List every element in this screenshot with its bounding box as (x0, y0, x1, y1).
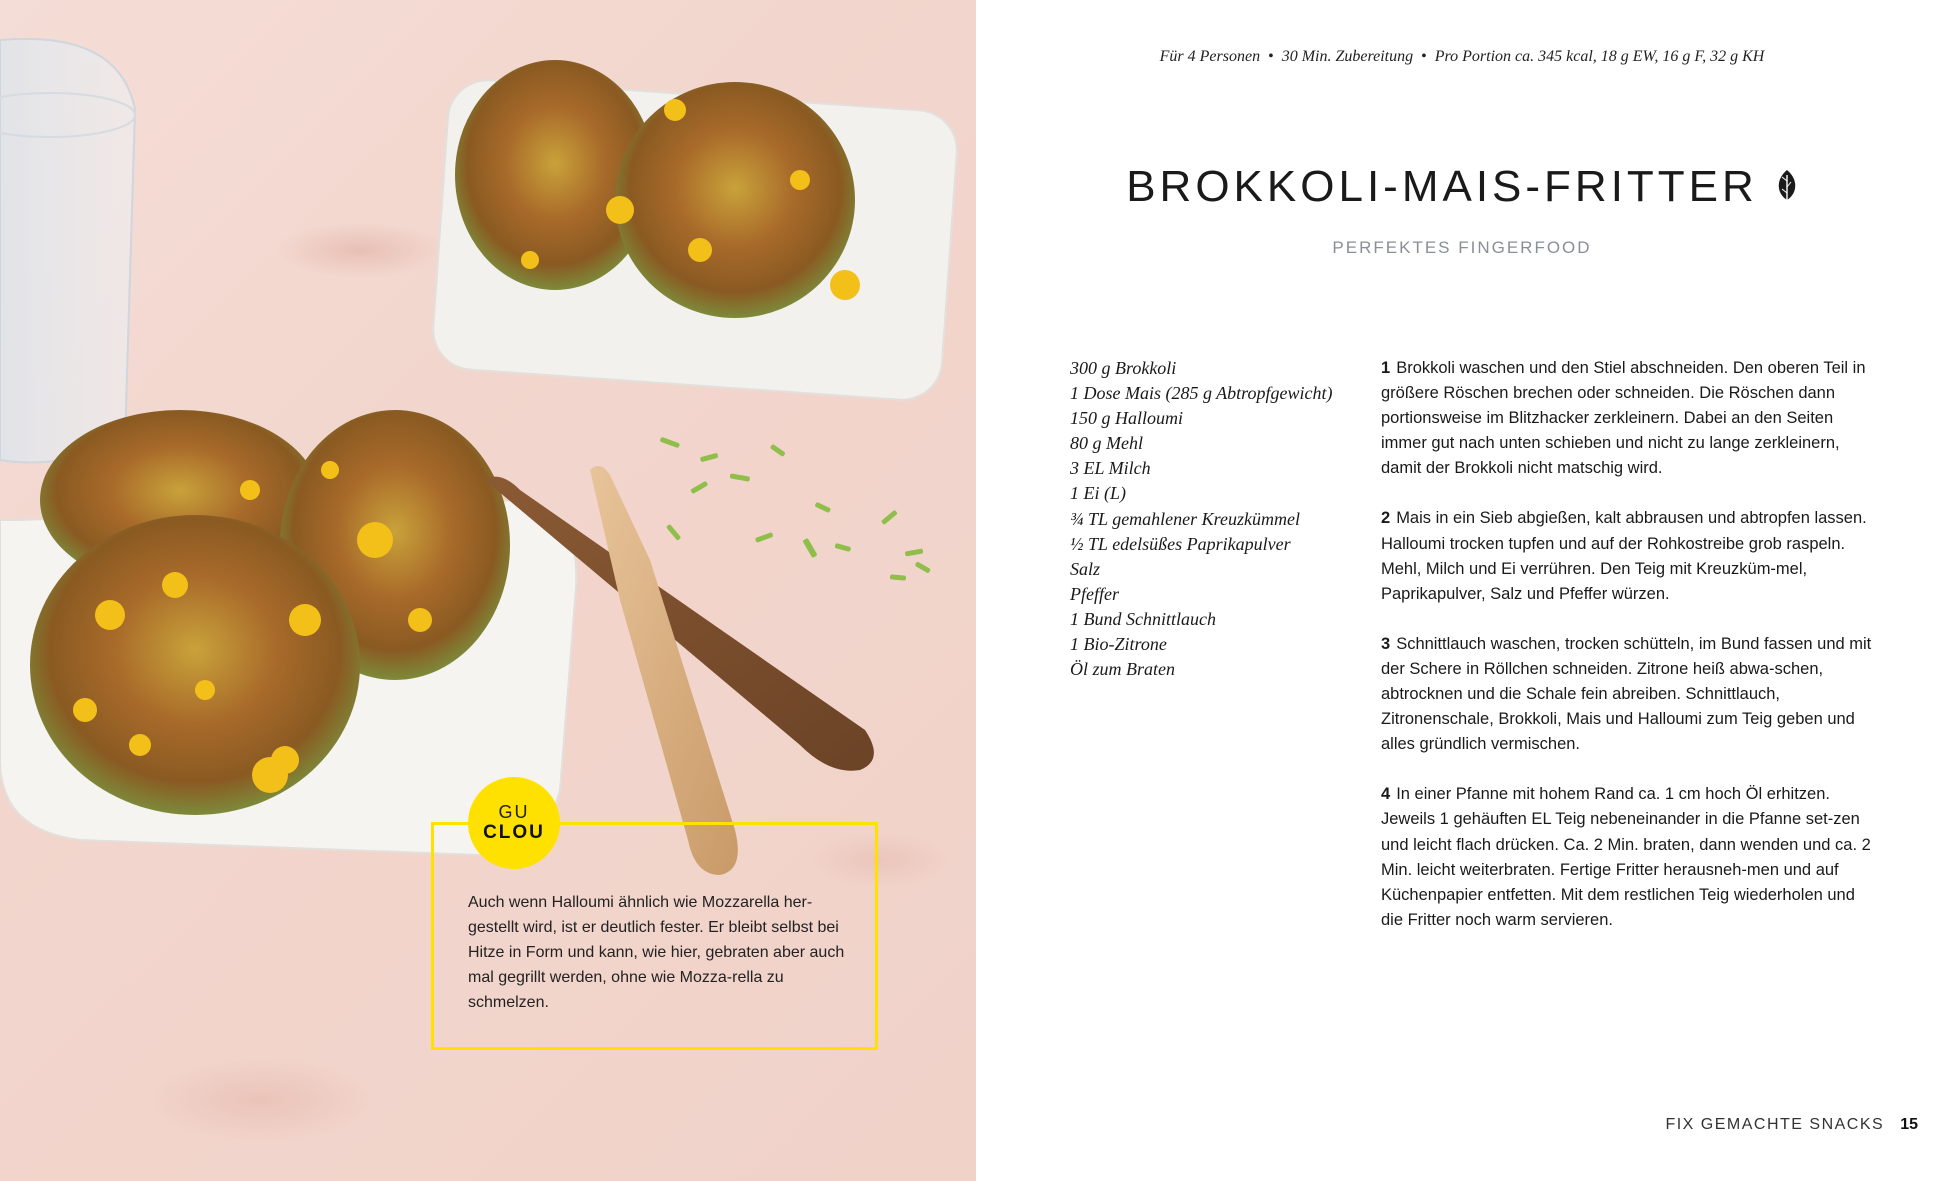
ingredient-list (1070, 356, 1360, 682)
step-number: 4 (1381, 785, 1391, 804)
ingredient-item: 3 EL Milch (1070, 458, 1151, 479)
step-number: 3 (1381, 634, 1391, 653)
nutrition: Pro Portion ca. 345 kcal, 18 g EW, 16 g F, 32 g KH (1434, 48, 1765, 65)
ingredient-item: 80 g Mehl (1070, 433, 1143, 454)
text-page (976, 0, 1948, 1181)
instruction-steps (1381, 356, 1881, 958)
step-4 (1381, 782, 1881, 933)
clou-badge-top: GU (498, 801, 530, 822)
ingredient-item: Öl zum Braten (1070, 659, 1175, 680)
title-row (976, 162, 1948, 212)
separator-dot: • (1421, 48, 1427, 65)
ingredient-item: 300 g Brokkoli (1070, 358, 1177, 378)
step-2 (1381, 506, 1881, 606)
step-text: In einer Pfanne mit hohem Rand ca. 1 cm hoch Öl erhitzen. Jeweils 1 gehäuften EL Teig nebeneinander in die Pfanne set-zen und leicht flach drücken. Ca. 2 Min. braten, dann wenden und ca. 2 Min. leicht weiterbraten. Fertige Fritter herausneh-men und auf Küchenpapier entfetten. Mit dem restlichen Teig wiederholen und die Fritter noch warm servieren. (1381, 785, 1871, 929)
step-number: 1 (1381, 359, 1391, 377)
recipe-subtitle: PERFEKTES FINGERFOOD (1332, 238, 1592, 257)
ingredient-item: 1 Ei (L) (1070, 483, 1126, 504)
water-glass (0, 39, 135, 463)
ingredient-item: 1 Bio-Zitrone (1070, 634, 1167, 655)
ingredient-item: 1 Bund Schnittlauch (1070, 608, 1216, 629)
clou-badge (468, 777, 560, 869)
step-text: Mais in ein Sieb abgießen, kalt abbrausen und abtropfen lassen. Halloumi trocken tupfen und auf der Rohkostreibe grob raspeln. Mehl, Milch und Ei verrühren. Den Teig mit Kreuzküm-mel, Paprikapulver, Salz und Pfeffer würzen. (1381, 509, 1867, 603)
ingredient-item: Salz (1070, 558, 1101, 579)
recipe-meta (976, 48, 1948, 66)
ingredient-item: ¾ TL gemahlener Kreuzkümmel (1070, 508, 1300, 529)
clou-badge-bottom: CLOU (483, 822, 545, 844)
chives (660, 437, 931, 581)
step-text: Brokkoli waschen und den Stiel abschneiden. Den oberen Teil in größere Röschen brechen oder schneiden. Die Röschen dann portionsweise im Blitzhacker zerkleinern. Dabei an den Seiten immer gut nach unten schieben und nicht zu lange zerkleinern, damit der Brokkoli nicht matschig wird. (1381, 359, 1866, 478)
ingredient-item: 1 Dose Mais (285 g Abtropfgewicht) (1070, 383, 1333, 404)
servings: Für 4 Personen (1159, 48, 1261, 65)
step-number: 2 (1381, 509, 1391, 528)
separator-dot: • (1268, 48, 1274, 65)
recipe-title: BROKKOLI-MAIS-FRITTER (1126, 162, 1758, 211)
ingredient-item: ½ TL edelsüßes Paprikapulver (1070, 533, 1291, 554)
section-name: FIX GEMACHTE SNACKS (1665, 1116, 1885, 1133)
prep-time: 30 Min. Zubereitung (1281, 48, 1414, 65)
page-number: 15 (1900, 1116, 1918, 1133)
page-footer (1665, 1116, 1918, 1134)
ingredient-item: Pfeffer (1070, 583, 1119, 604)
ingredient-item: 150 g Halloumi (1070, 408, 1184, 429)
step-1 (1381, 356, 1881, 481)
step-3 (1381, 632, 1881, 757)
back-plate (431, 60, 960, 402)
leaf-icon (1776, 169, 1798, 205)
step-text: Schnittlauch waschen, trocken schütteln, im Bund fassen und mit der Schere in Röllchen schneiden. Zitrone heiß abwa-schen, abtrocknen und die Schale fein abreiben. Schnittlauch, Zitronenschale, Brokkoli, Mais und Halloumi zum Teig geben und alles gründlich vermischen. (1381, 634, 1872, 754)
clou-text: Auch wenn Halloumi ähnlich wie Mozzarella her-gestellt wird, ist er deutlich fester. Er bleibt selbst bei Hitze in Form und kann, wie hier, gebraten aber auch mal gegrillt werden, ohne wie Mozza-rella zu schmelzen. (468, 894, 845, 1011)
